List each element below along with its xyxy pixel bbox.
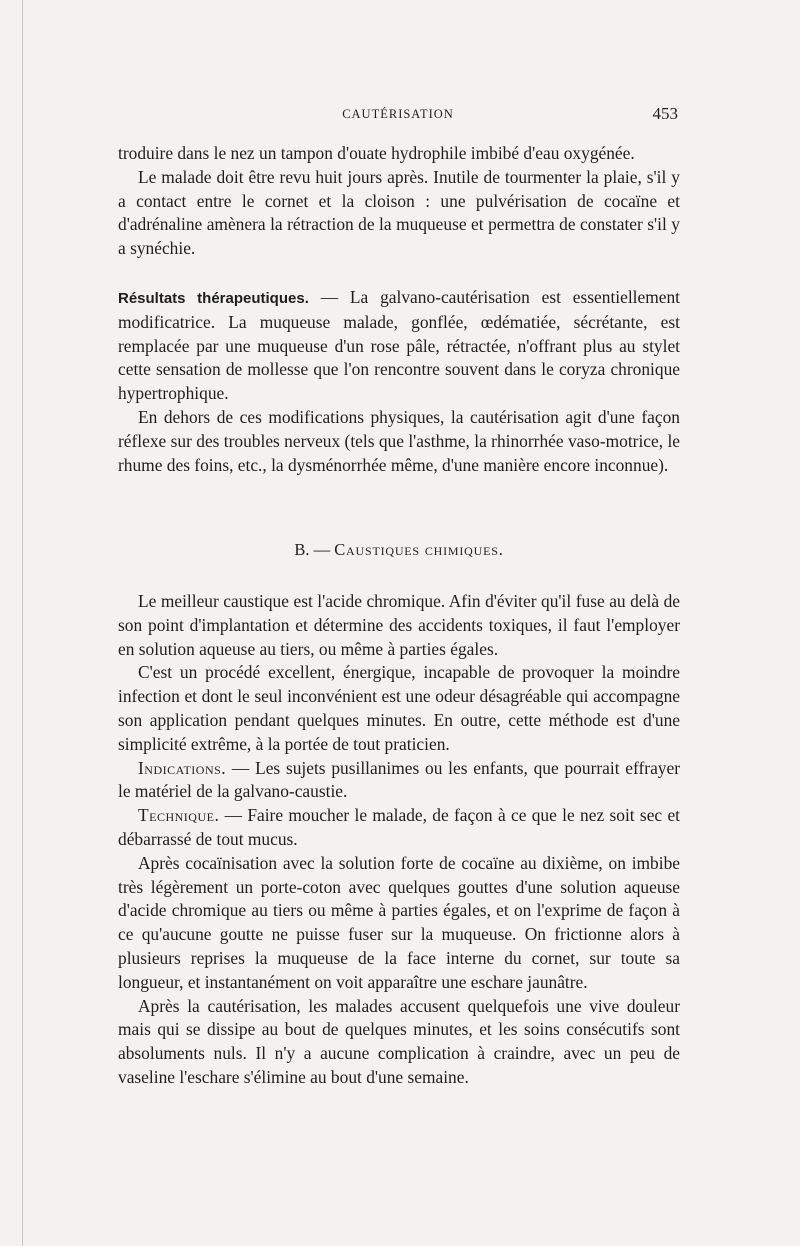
paragraph-indications <box>118 757 680 805</box>
technique-text: — Faire moucher le malade, de façon à ce que le nez soit sec et débarrassé de tout mucus. <box>118 805 680 849</box>
paragraph-reflex: En dehors de ces modifications physiques, la cautérisation agit d'une façon réflexe sur des troubles nerveux (tels que l'asthme, la rhinorrhée vaso-motrice, le rhume des foins, etc., la dysménorrhée même, d'une manière encore inconnue). <box>118 406 680 475</box>
results-heading: Résultats thérapeutiques. <box>118 290 309 307</box>
paragraph-caustic: Le meilleur caustique est l'acide chromique. Afin d'éviter qu'il fuse au delà de son point d'implantation et détermine des accidents toxiques, il faut l'employer en solution aqueuse au tiers, ou même à parties égales. <box>118 591 680 659</box>
paragraph-followup: Le malade doit être revu huit jours après. Inutile de tourmenter la plaie, s'il y a contact entre le cornet et la cloison : une pulvérisation de cocaïne et d'adrénaline amènera la rétraction de la muqueuse et permettra de constater s'il y a synéchie. <box>118 166 680 259</box>
section-heading <box>118 540 680 560</box>
paragraph-cocainisation: Après cocaïnisation avec la solution forte de cocaïne au dixième, on imbibe très légèrement un porte-coton avec quelques gouttes d'une solution aqueuse d'acide chromique au tiers ou même à parties égales, et on l'exprime de façon à ce qu'aucune goutte ne puisse fuser sur la muqueuse. On frictionne alors à plusieurs reprises la muqueuse de la face interne du cornet, sur toute sa longueur, et instantanément on voit apparaître une eschare jaunâtre. <box>118 852 680 992</box>
paragraph-continuation: troduire dans le nez un tampon d'ouate hydrophile imbibé d'eau oxygénée. <box>118 143 635 163</box>
technique-label: Technique. <box>138 805 220 826</box>
indications-text: — Les sujets pusillanimes ou les enfants, que pourrait effrayer le matériel de la galvano-caustie. <box>118 757 680 802</box>
running-head-title: CAUTÉRISATION <box>342 107 454 121</box>
text-block-top <box>118 142 680 261</box>
page-edge <box>22 0 23 1246</box>
text-block-caustics <box>118 590 680 1090</box>
section-prefix: B. — <box>294 540 335 559</box>
running-head <box>118 104 678 128</box>
paragraph-aftercare: Après la cautérisation, les malades accusent quelquefois une vive douleur mais qui se dissipe au bout de quelques minutes, et les soins consécutifs sont absoluments nuls. Il n'y a aucune complication à craindre, avec un peu de vaseline l'eschare s'élimine au bout d'une semaine. <box>118 995 680 1087</box>
results-text: — La galvano-cautérisation est essentiellement modificatrice. La muqueuse malade, gonflée, œdématiée, sécrétante, est remplacée par une muqueuse d'un rose pâle, rétractée, n'offrant plus au stylet cette sensation de mollesse que l'on rencontre souvent dans le coryza chronique hypertrophique. <box>118 287 680 404</box>
text-block-results <box>118 286 680 477</box>
paragraph-results <box>118 286 680 406</box>
paragraph-procedure: C'est un procédé excellent, énergique, incapable de provoquer la moindre infection et dont le seul inconvénient est une odeur désagréable qui accompagne son application pendant quelques minutes. En outre, cette méthode est d'une simplicité extrême, à la portée de tout praticien. <box>118 662 680 754</box>
section-title: Caustiques chimiques. <box>334 540 504 559</box>
indications-label: Indications. <box>138 757 227 778</box>
page-number: 453 <box>652 104 678 123</box>
paragraph-technique <box>118 804 680 852</box>
